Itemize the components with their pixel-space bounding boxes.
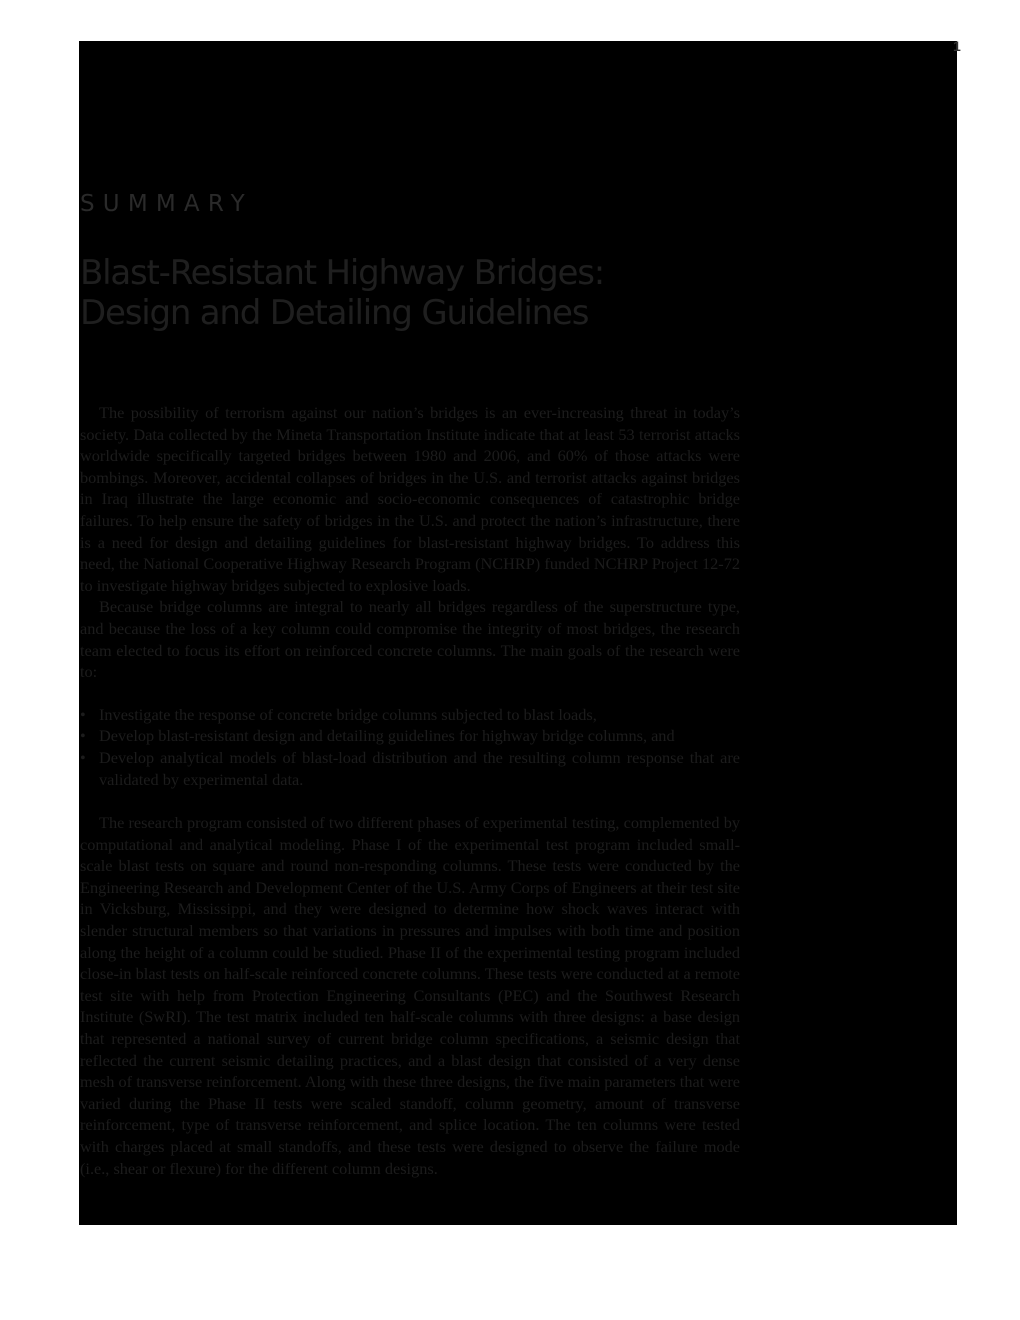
paragraph-goals-lead: Because bridge columns are integral to nearly all bridges regardless of the superstructure type, and because the loss of a key column could compromise the integrity of most bridges, the research team elected to focus its effort on reinforced concrete columns. The main goals of the research were to: — [80, 597, 740, 682]
list-item — [80, 747, 740, 790]
spacer — [80, 683, 740, 704]
list-item — [80, 704, 740, 726]
title-line-2: Design and Detailing Guidelines — [80, 293, 589, 333]
bullet-icon: • — [80, 704, 86, 724]
goal-text: Develop blast-resistant design and detailing guidelines for highway bridge columns, and — [99, 726, 675, 746]
document-title — [80, 253, 604, 333]
title-line-1: Blast-Resistant Highway Bridges: — [80, 253, 604, 293]
spacer — [80, 790, 740, 812]
bullet-icon: • — [80, 747, 86, 767]
goals-list — [80, 704, 740, 790]
body-text — [80, 402, 740, 1179]
section-label: SUMMARY — [80, 191, 253, 217]
paragraph-intro: The possibility of terrorism against our nation’s bridges is an ever-increasing threat in today’s society. Data collected by the Mineta Transportation Institute indicate that at least 53 terrorist attacks worldwide specifically targeted bridges between 1980 and 2006, and 60% of those attacks were bombings. Moreover, accidental collapses of bridges in the U.S. and terrorist attacks against bridges in Iraq illustrate the large economic and socio-economic consequences of catastrophic bridge failures. To help ensure the safety of bridges in the U.S. and protect the nation’s infrastructure, there is a need for design and detailing guidelines for blast-resistant highway bridges. To address this need, the National Cooperative Highway Research Program (NCHRP) funded NCHRP Project 12-72 to investigate highway bridges subjected to explosive loads. — [80, 403, 740, 595]
list-item — [80, 725, 740, 747]
page-number: 1 — [953, 39, 961, 53]
goal-text: Investigate the response of concrete bridge columns subjected to blast loads, — [99, 704, 597, 724]
paragraph-research-program: The research program consisted of two different phases of experimental testing, complemented by computational and analytical modeling. Phase I of the experimental test program included small-scale blast tests on square and round non-responding columns. These tests were conducted by the Engineering Research and Development Center of the U.S. Army Corps of Engineers at their test site in Vicksburg, Mississippi, and they were designed to determine how shock waves interact with slender structural members so that variations in pressures and impulses with both time and position along the height of a column could be studied. Phase II of the experimental testing program included close-in blast tests on half-scale reinforced concrete columns. These tests were conducted at a remote test site with help from Protection Engineering Consultants (PEC) and the Southwest Research Institute (SwRI). The test matrix included ten half-scale columns with three designs: a base design that represented a national survey of current bridge column specifications, a seismic design that reflected the current seismic detailing practices, and a blast design that consisted of a very dense mesh of transverse reinforcement. Along with these three designs, the five main parameters that were varied during the Phase II tests were scaled standoff, column geometry, amount of transverse reinforcement, type of transverse reinforcement, and splice location. The ten columns were tested with charges placed at small standoffs, and these tests were designed to observe the failure mode (i.e., shear or flexure) for the different column designs. — [80, 813, 740, 1178]
bullet-icon: • — [80, 726, 86, 746]
goal-text: Develop analytical models of blast-load distribution and the resulting column response that are validated by experimental data. — [99, 747, 740, 789]
